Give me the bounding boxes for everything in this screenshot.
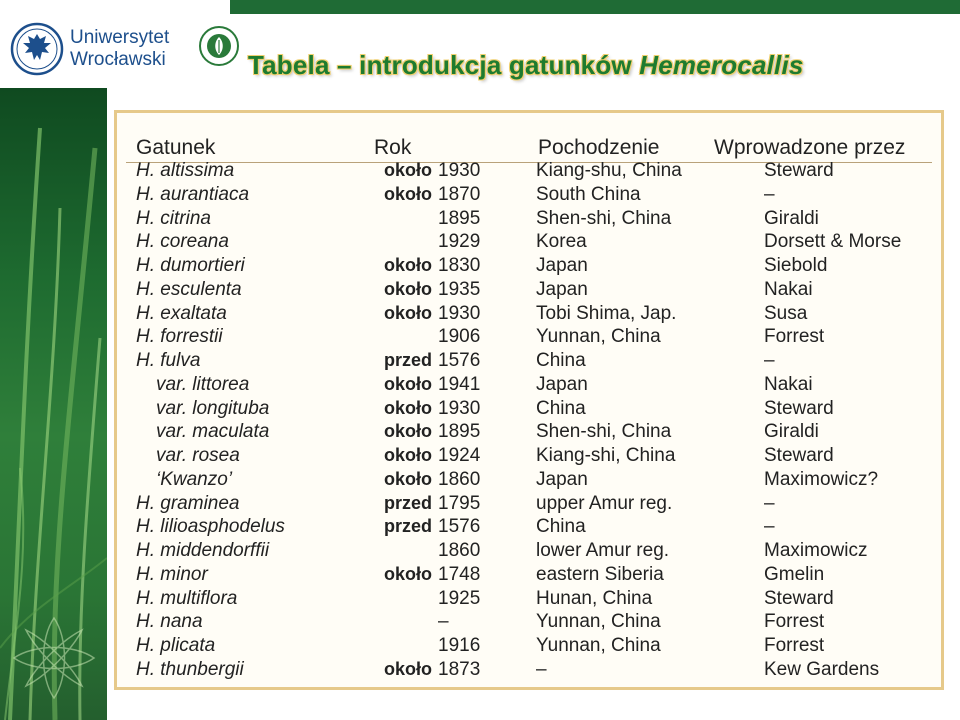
grass-blades-icon xyxy=(0,88,107,720)
origin-cell: Kiang-shi, China xyxy=(536,445,676,466)
year-cell: 1860 xyxy=(438,540,481,561)
introduced-by-cell: Steward xyxy=(764,587,834,609)
decorative-grass-panel xyxy=(0,88,107,720)
origin-cell: Korea xyxy=(536,231,587,253)
year-cell: 1930 xyxy=(438,160,481,181)
introduced-by-cell: Gmelin xyxy=(764,563,825,585)
species-cell: H. dumortieri xyxy=(136,255,245,276)
year-qualifier-cell: około xyxy=(384,160,432,180)
year-cell: 1748 xyxy=(438,563,481,585)
table-row xyxy=(124,255,934,279)
year-qualifier-cell: około xyxy=(384,397,432,418)
introduced-by-cell: Steward xyxy=(764,160,834,181)
top-accent-bar xyxy=(230,0,960,14)
species-cell: ‘Kwanzo’ xyxy=(156,468,233,490)
species-cell: var. longituba xyxy=(156,397,270,419)
year-cell: 1941 xyxy=(438,373,481,395)
year-qualifier-cell: około xyxy=(384,445,432,465)
table-row xyxy=(124,374,934,398)
species-cell: var. maculata xyxy=(156,421,270,443)
year-qualifier-cell: około xyxy=(384,563,432,584)
year-cell: 1830 xyxy=(438,255,481,276)
year-cell: 1576 xyxy=(438,350,481,371)
year-qualifier-cell: przed xyxy=(383,350,432,370)
species-cell: H. altissima xyxy=(136,160,235,181)
origin-cell: Yunnan, China xyxy=(536,326,661,348)
origin-cell: Tobi Shima, Jap. xyxy=(536,302,677,324)
introduced-by-cell: – xyxy=(764,492,775,514)
column-header-origin: Pochodzenie xyxy=(538,136,660,159)
introduced-by-cell: – xyxy=(764,183,775,205)
year-cell: 1916 xyxy=(438,635,481,656)
year-cell: 1795 xyxy=(438,492,481,514)
year-qualifier-cell: około xyxy=(384,183,432,204)
origin-cell: Japan xyxy=(536,373,588,395)
year-cell: 1860 xyxy=(438,468,481,490)
table-row xyxy=(124,398,934,422)
year-cell: 1930 xyxy=(438,397,481,419)
table-row xyxy=(124,469,934,493)
origin-cell: China xyxy=(536,516,586,538)
species-cell: var. rosea xyxy=(156,445,240,466)
year-qualifier-cell: około xyxy=(384,658,432,679)
species-cell: var. littorea xyxy=(156,373,250,395)
origin-cell: China xyxy=(536,350,586,371)
botanic-garden-logo xyxy=(198,20,240,72)
species-cell: H. nana xyxy=(136,611,203,633)
introduced-by-cell: Nakai xyxy=(764,373,813,395)
year-cell: 1870 xyxy=(438,183,481,205)
year-cell: 1576 xyxy=(438,516,481,538)
introduced-by-cell: Dorsett & Morse xyxy=(764,231,902,253)
garden-seal-icon xyxy=(198,20,240,72)
species-cell: H. esculenta xyxy=(136,278,242,300)
species-cell: H. graminea xyxy=(136,492,240,514)
introduced-by-cell: Forrest xyxy=(764,635,825,656)
table-row xyxy=(124,303,934,327)
origin-cell: lower Amur reg. xyxy=(536,540,670,561)
year-qualifier-cell: około xyxy=(384,278,432,299)
introduced-by-cell: Kew Gardens xyxy=(764,658,880,680)
table-row xyxy=(124,493,934,517)
table-row xyxy=(124,208,934,232)
table-row xyxy=(124,279,934,303)
year-cell: 1929 xyxy=(438,231,481,253)
introduced-by-cell: Forrest xyxy=(764,611,825,633)
introduced-by-cell: Steward xyxy=(764,397,834,419)
column-header-species: Gatunek xyxy=(136,136,216,159)
species-cell: H. plicata xyxy=(136,635,216,656)
origin-cell: Hunan, China xyxy=(536,587,653,609)
table-row xyxy=(124,564,934,588)
title-text: Tabela – introdukcja gatunków xyxy=(248,50,640,80)
origin-cell: Shen-shi, China xyxy=(536,421,672,443)
species-table xyxy=(124,122,934,678)
species-cell: H. coreana xyxy=(136,231,229,253)
table-row xyxy=(124,635,934,659)
year-qualifier-cell: około xyxy=(384,373,432,394)
column-header-year: Rok xyxy=(374,136,412,159)
origin-cell: Japan xyxy=(536,255,588,276)
university-name-line1: Uniwersytet xyxy=(70,27,170,48)
origin-cell: upper Amur reg. xyxy=(536,492,673,514)
species-cell: H. middendorffii xyxy=(136,540,270,561)
table-row xyxy=(124,611,934,635)
year-cell: – xyxy=(438,611,449,633)
species-cell: H. multiflora xyxy=(136,587,238,609)
introduced-by-cell: – xyxy=(764,350,775,371)
species-cell: H. aurantiaca xyxy=(136,183,250,205)
origin-cell: Kiang-shu, China xyxy=(536,160,682,181)
table-row xyxy=(124,588,934,612)
origin-cell: Japan xyxy=(536,468,588,490)
species-cell: H. citrina xyxy=(136,207,211,229)
origin-cell: Yunnan, China xyxy=(536,611,661,633)
species-cell: H. fulva xyxy=(136,350,201,371)
column-header-introduced-by: Wprowadzone przez xyxy=(714,136,906,159)
year-cell: 1925 xyxy=(438,587,481,609)
introduced-by-cell: Forrest xyxy=(764,326,825,348)
origin-cell: Yunnan, China xyxy=(536,635,661,656)
year-qualifier-cell: około xyxy=(384,302,432,323)
year-qualifier-cell: około xyxy=(384,468,432,489)
introduced-by-cell: Maximowicz xyxy=(764,540,868,561)
year-cell: 1895 xyxy=(438,207,481,229)
eagle-emblem-icon xyxy=(10,22,64,76)
year-qualifier-cell: około xyxy=(384,255,432,275)
species-cell: H. minor xyxy=(136,563,208,585)
introduced-by-cell: Siebold xyxy=(764,255,828,276)
species-table-image xyxy=(114,110,944,690)
introduced-by-cell: Susa xyxy=(764,302,808,324)
origin-cell: eastern Siberia xyxy=(536,563,664,585)
table-row xyxy=(124,516,934,540)
species-cell: H. lilioasphodelus xyxy=(136,516,285,538)
year-cell: 1930 xyxy=(438,302,481,324)
origin-cell: Shen-shi, China xyxy=(536,207,672,229)
species-cell: H. forrestii xyxy=(136,326,223,348)
year-qualifier-cell: przed xyxy=(383,492,432,513)
table-row xyxy=(124,421,934,445)
year-qualifier-cell: około xyxy=(384,421,432,442)
year-cell: 1895 xyxy=(438,421,481,443)
table-row xyxy=(124,160,934,184)
species-cell: H. thunbergii xyxy=(136,658,244,680)
introduced-by-cell: – xyxy=(764,516,775,538)
introduced-by-cell: Maximowicz? xyxy=(764,468,879,490)
table-row xyxy=(124,184,934,208)
university-logo xyxy=(10,18,195,80)
year-qualifier-cell: przed xyxy=(383,516,432,537)
table-row xyxy=(124,445,934,469)
introduced-by-cell: Steward xyxy=(764,445,834,466)
university-name-line2: Wrocławski xyxy=(70,49,166,70)
year-cell: 1906 xyxy=(438,326,481,348)
year-cell: 1873 xyxy=(438,658,481,680)
species-cell: H. exaltata xyxy=(136,302,227,324)
origin-cell: – xyxy=(536,658,547,680)
table-row xyxy=(124,350,934,374)
origin-cell: Japan xyxy=(536,278,588,300)
introduced-by-cell: Nakai xyxy=(764,278,813,300)
table-row xyxy=(124,231,934,255)
introduced-by-cell: Giraldi xyxy=(764,207,819,229)
table-row xyxy=(124,326,934,350)
year-cell: 1924 xyxy=(438,445,481,466)
origin-cell: South China xyxy=(536,183,641,205)
table-row xyxy=(124,540,934,564)
title-genus: Hemerocallis xyxy=(639,50,804,80)
slide-title xyxy=(248,50,804,81)
introduced-by-cell: Giraldi xyxy=(764,421,819,443)
year-cell: 1935 xyxy=(438,278,481,300)
table-row xyxy=(124,659,934,683)
origin-cell: China xyxy=(536,397,586,419)
